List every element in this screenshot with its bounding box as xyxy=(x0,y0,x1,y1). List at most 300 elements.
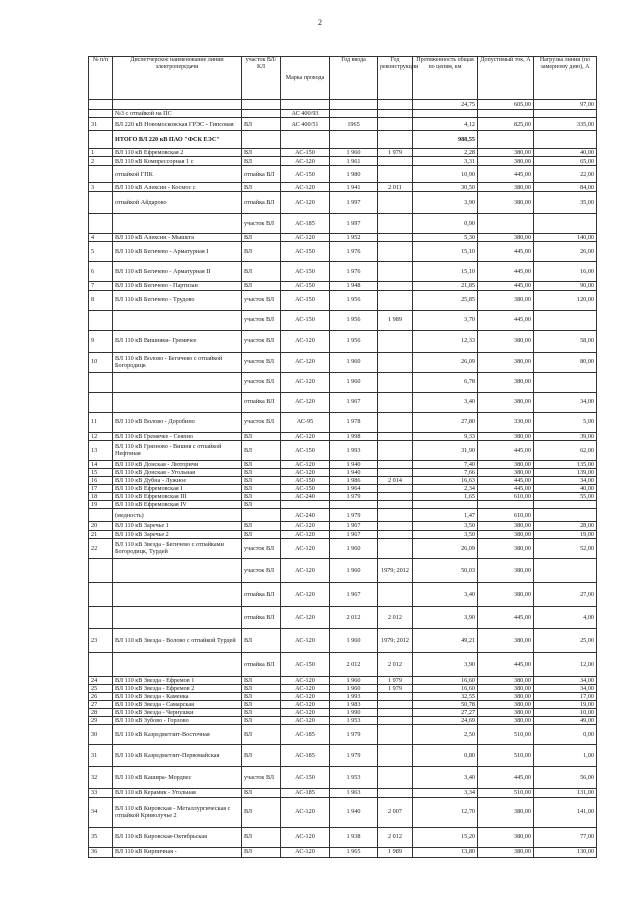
table-cell: 1 953 xyxy=(330,767,378,789)
table-cell: 131,00 xyxy=(534,789,597,797)
table-cell: АС-120 xyxy=(281,606,330,628)
table-cell xyxy=(378,789,413,797)
table-cell: 1,47 xyxy=(413,509,478,522)
table-cell xyxy=(378,392,413,412)
table-row xyxy=(89,392,597,412)
table-cell xyxy=(242,509,281,522)
table-cell: отпайкой ГПК xyxy=(113,166,242,183)
table-cell: ИТОГО ВЛ 220 кВ ПАО "ФСК ЕЭС" xyxy=(113,131,242,149)
table-cell: 50,03 xyxy=(413,558,478,582)
table-cell: отпайка ВЛ xyxy=(242,392,281,412)
table-cell: 16,00 xyxy=(534,262,597,282)
table-cell: 1 948 xyxy=(330,282,378,290)
table-row xyxy=(89,330,597,352)
table-cell: 8 xyxy=(89,290,113,310)
table-cell: АС-150 xyxy=(281,310,330,330)
table-cell: ВЛ xyxy=(242,725,281,745)
table-row xyxy=(89,684,597,692)
table-cell: 1 998 xyxy=(330,432,378,440)
table-cell xyxy=(478,214,534,234)
table-cell: 1 960 xyxy=(330,372,378,392)
table-cell: АС-120 xyxy=(281,372,330,392)
table-cell: 3,90 xyxy=(413,606,478,628)
table-cell xyxy=(242,131,281,149)
table-cell: ВЛ 110 кВ Звезда - Каменка xyxy=(113,692,242,700)
table-cell: участок ВЛ xyxy=(242,290,281,310)
table-cell: 35,00 xyxy=(534,192,597,214)
table-cell: 62,00 xyxy=(534,440,597,460)
table-cell: АС-185 xyxy=(281,214,330,234)
table-cell xyxy=(378,530,413,538)
table-cell: 3,40 xyxy=(413,392,478,412)
table-cell xyxy=(534,558,597,582)
table-cell: 380,00 xyxy=(478,692,534,700)
table-row xyxy=(89,676,597,684)
table-cell: 380,00 xyxy=(478,372,534,392)
table-cell xyxy=(378,501,413,509)
table-cell: ВЛ 110 кВ Казредметзит-Восточная xyxy=(113,725,242,745)
table-row xyxy=(89,797,597,827)
table-cell: 3,40 xyxy=(413,582,478,606)
table-cell: 1965 xyxy=(330,118,378,131)
table-row xyxy=(89,440,597,460)
table-cell: 9,33 xyxy=(413,432,478,440)
table-cell xyxy=(378,432,413,440)
table-cell: 610,00 xyxy=(478,509,534,522)
table-cell: 380,00 xyxy=(478,797,534,827)
table-cell: отпайка ВЛ xyxy=(242,192,281,214)
table-cell: АС-150 xyxy=(281,242,330,262)
table-cell xyxy=(330,100,378,110)
table-cell: 445,00 xyxy=(478,282,534,290)
table-cell: 380,00 xyxy=(478,538,534,558)
table-cell: 380,00 xyxy=(478,558,534,582)
table-cell: ВЛ xyxy=(242,242,281,262)
table-cell: 380,00 xyxy=(478,432,534,440)
table-cell: ВЛ 110 кВ Звезда - Бегичево с отпайками Богородицк, Турдей xyxy=(113,538,242,558)
table-cell: 1 980 xyxy=(330,166,378,183)
table-cell: 380,00 xyxy=(478,709,534,717)
table-cell: 3,90 xyxy=(413,652,478,676)
table-cell: 10,90 xyxy=(413,166,478,183)
table-cell: АС-120 xyxy=(281,530,330,538)
table-row xyxy=(89,522,597,530)
table-cell xyxy=(113,310,242,330)
table-cell: 380,00 xyxy=(478,392,534,412)
table-cell: 31 xyxy=(89,745,113,767)
table-cell: ВЛ 110 кВ Кировская - Металлургическая с отпайкой Криволучье 2 xyxy=(113,797,242,827)
table-cell: ВЛ 110 кВ Ефремовская IV xyxy=(113,501,242,509)
table-cell xyxy=(89,652,113,676)
table-cell: ВЛ 110 кВ Бегичево - Трудово xyxy=(113,290,242,310)
table-cell xyxy=(378,110,413,118)
table-cell: АС-120 xyxy=(281,468,330,476)
table-cell: 2 xyxy=(89,157,113,166)
table-cell: 32 xyxy=(89,767,113,789)
table-row xyxy=(89,282,597,290)
table-row xyxy=(89,157,597,166)
table-cell xyxy=(534,214,597,234)
table-cell: АС-240 xyxy=(281,493,330,501)
table-cell xyxy=(89,166,113,183)
table-cell: ВЛ xyxy=(242,789,281,797)
table-cell: ВЛ 110 кВ Ефремовская III xyxy=(113,493,242,501)
table-row xyxy=(89,110,597,118)
table-cell: 49,00 xyxy=(534,717,597,725)
table-cell: 50,78 xyxy=(413,701,478,709)
table-cell: 1 963 xyxy=(330,789,378,797)
table-cell: 34,00 xyxy=(534,676,597,684)
table-cell: ВЛ 110 кВ Кировская-Октябрьская xyxy=(113,827,242,847)
table-cell: АС-150 xyxy=(281,166,330,183)
table-cell: 610,00 xyxy=(478,493,534,501)
table-cell: 31 xyxy=(89,118,113,131)
table-cell: ВЛ 110 кВ Заречье 1 xyxy=(113,522,242,530)
table-cell: 2 014 xyxy=(378,476,413,484)
table-cell: 26,09 xyxy=(413,538,478,558)
table-cell: 34,00 xyxy=(534,684,597,692)
table-cell: 1 979 xyxy=(330,509,378,522)
table-cell: 380,00 xyxy=(478,522,534,530)
table-cell xyxy=(378,468,413,476)
header-cell: Год реконструкции xyxy=(378,57,413,100)
table-cell: 15 xyxy=(89,468,113,476)
table-row xyxy=(89,789,597,797)
table-cell xyxy=(242,100,281,110)
table-cell: 12,00 xyxy=(534,652,597,676)
table-cell: ВЛ 110 кВ Кирпичная - xyxy=(113,847,242,857)
table-row xyxy=(89,372,597,392)
table-cell: 380,00 xyxy=(478,701,534,709)
table-cell: 0,80 xyxy=(413,745,478,767)
table-cell: 1 961 xyxy=(330,157,378,166)
table-cell: 1 979 xyxy=(378,684,413,692)
table-cell xyxy=(378,522,413,530)
table-row xyxy=(89,538,597,558)
table-cell: 1 960 xyxy=(330,628,378,652)
table-cell: 380,00 xyxy=(478,468,534,476)
table-cell: участок ВЛ xyxy=(242,372,281,392)
table-cell: 16,60 xyxy=(413,676,478,684)
table-cell: 23 xyxy=(89,628,113,652)
table-cell: участок ВЛ xyxy=(242,352,281,372)
table-cell: ВЛ xyxy=(242,118,281,131)
table-cell xyxy=(378,538,413,558)
table-cell: ВЛ xyxy=(242,501,281,509)
table-cell: ВЛ xyxy=(242,149,281,157)
table-cell xyxy=(378,262,413,282)
table-cell: 2 012 xyxy=(378,827,413,847)
table-cell: АС-150 xyxy=(281,767,330,789)
table-row xyxy=(89,652,597,676)
table-cell: 3,70 xyxy=(413,310,478,330)
table-cell: 120,00 xyxy=(534,290,597,310)
table-cell xyxy=(413,110,478,118)
table-cell: ВЛ 110 кВ Звезда - Волово с отпайкой Турдей xyxy=(113,628,242,652)
table-cell: 40,00 xyxy=(534,149,597,157)
table-cell xyxy=(378,282,413,290)
table-cell: АС-120 xyxy=(281,847,330,857)
table-cell: 445,00 xyxy=(478,652,534,676)
table-cell: 1,00 xyxy=(534,745,597,767)
table-cell: АС-120 xyxy=(281,522,330,530)
table-cell: 140,00 xyxy=(534,234,597,242)
table-cell: 2 012 xyxy=(378,652,413,676)
table-cell: отпайка ВЛ xyxy=(242,582,281,606)
header-cell: Протяженность общая по цепям, км xyxy=(413,57,478,100)
table-cell: 445,00 xyxy=(478,262,534,282)
table-row xyxy=(89,468,597,476)
table-cell: АС-150 xyxy=(281,440,330,460)
table-cell: 32,55 xyxy=(413,692,478,700)
table-cell: ВЛ 110 кВ Бегичево - Партизан xyxy=(113,282,242,290)
table-cell: 445,00 xyxy=(478,767,534,789)
table-cell: АС-120 xyxy=(281,157,330,166)
table-cell xyxy=(378,290,413,310)
table-cell xyxy=(330,131,378,149)
table-cell: ВЛ xyxy=(242,745,281,767)
table-cell: 380,00 xyxy=(478,330,534,352)
table-cell: АС-120 xyxy=(281,709,330,717)
table-cell: 1 989 xyxy=(378,310,413,330)
table-cell: ВЛ xyxy=(242,709,281,717)
table-cell: 49,21 xyxy=(413,628,478,652)
table-cell: 2 007 xyxy=(378,797,413,827)
table-row xyxy=(89,352,597,372)
table-cell: 27,27 xyxy=(413,709,478,717)
table-cell: АС-120 xyxy=(281,797,330,827)
table-row xyxy=(89,530,597,538)
table-cell xyxy=(534,509,597,522)
table-cell: 9 xyxy=(89,330,113,352)
table-cell: 27 xyxy=(89,701,113,709)
header-cell: Нагрузка линии (по замерному дню), А xyxy=(534,57,597,100)
table-row xyxy=(89,558,597,582)
table-cell xyxy=(378,372,413,392)
table-row xyxy=(89,183,597,192)
table-cell: ВЛ 110 кВ Кашира- Мордвес xyxy=(113,767,242,789)
table-cell: АС-185 xyxy=(281,745,330,767)
table-row xyxy=(89,827,597,847)
table-cell: 1 940 xyxy=(330,460,378,468)
table-cell: 21 xyxy=(89,530,113,538)
table-cell: 90,00 xyxy=(534,282,597,290)
table-cell: 1 960 xyxy=(330,558,378,582)
table-cell xyxy=(478,110,534,118)
page-number: 2 xyxy=(318,18,322,27)
table-cell: 1979; 2012 xyxy=(378,628,413,652)
table-cell: 15,10 xyxy=(413,262,478,282)
table-cell: 380,00 xyxy=(478,582,534,606)
table-cell: 24 xyxy=(89,676,113,684)
table-cell: 34,00 xyxy=(534,392,597,412)
table-cell xyxy=(330,110,378,118)
table-cell: 1979; 2012 xyxy=(378,558,413,582)
table-cell: 1 979 xyxy=(378,149,413,157)
table-cell: ВЛ xyxy=(242,827,281,847)
table-cell: ВЛ 110 кВ Волово - Бегичево с отпайкой Богородицк xyxy=(113,352,242,372)
table-cell: 25,00 xyxy=(534,628,597,652)
table-cell: 510,00 xyxy=(478,789,534,797)
table-cell: 380,00 xyxy=(478,460,534,468)
table-cell: 12,33 xyxy=(413,330,478,352)
table-cell: ВЛ 110 кВ Волово - Доробино xyxy=(113,412,242,432)
table-cell: ВЛ xyxy=(242,468,281,476)
table-cell: ВЛ 110 кВ Звезда - Чернушки xyxy=(113,709,242,717)
table-cell: 445,00 xyxy=(478,476,534,484)
table-cell: 825,00 xyxy=(478,118,534,131)
table-cell: ВЛ 110 кВ Звезда - Ефремов 2 xyxy=(113,684,242,692)
table-cell: АС-120 xyxy=(281,684,330,692)
table-cell: 20 xyxy=(89,522,113,530)
table-row xyxy=(89,118,597,131)
table-cell xyxy=(113,100,242,110)
table-cell: 380,00 xyxy=(478,183,534,192)
table-cell: 1 967 xyxy=(330,530,378,538)
table-cell: 1 xyxy=(89,149,113,157)
table-cell: 56,00 xyxy=(534,767,597,789)
table-cell: АС-120 xyxy=(281,352,330,372)
table-cell: 380,00 xyxy=(478,628,534,652)
table-cell xyxy=(378,157,413,166)
table-cell: ВЛ 110 кВ Алексин - Мышега xyxy=(113,234,242,242)
table-body xyxy=(89,100,597,858)
table-row xyxy=(89,485,597,493)
table-row xyxy=(89,310,597,330)
table-row xyxy=(89,628,597,652)
table-cell: 17 xyxy=(89,485,113,493)
table-cell: 380,00 xyxy=(478,352,534,372)
table-cell: 3,50 xyxy=(413,522,478,530)
table-cell: 605,00 xyxy=(478,100,534,110)
table-cell: ВЛ xyxy=(242,717,281,725)
table-cell xyxy=(378,717,413,725)
table-cell: АС-95 xyxy=(281,412,330,432)
table-row xyxy=(89,149,597,157)
table-cell: ВЛ 110 кВ Казредметзит-Первомайская xyxy=(113,745,242,767)
table-cell xyxy=(378,493,413,501)
table-cell: 3,31 xyxy=(413,157,478,166)
table-cell xyxy=(534,372,597,392)
table-cell: 330,00 xyxy=(478,412,534,432)
table-cell xyxy=(378,118,413,131)
table-cell xyxy=(330,501,378,509)
table-cell: ВЛ 110 кВ Ефремовская 2 xyxy=(113,149,242,157)
table-cell: 1 956 xyxy=(330,310,378,330)
table-cell: 12,70 xyxy=(413,797,478,827)
table-cell: 18 xyxy=(89,493,113,501)
table-cell: 1 940 xyxy=(330,797,378,827)
table-cell: 14 xyxy=(89,460,113,468)
table-cell: 34 xyxy=(89,797,113,827)
table-cell: (медность) xyxy=(113,509,242,522)
table-row xyxy=(89,701,597,709)
table-cell: 380,00 xyxy=(478,234,534,242)
table-cell: 1 979 xyxy=(330,725,378,745)
table-cell: 84,00 xyxy=(534,183,597,192)
table-cell: 1 993 xyxy=(330,692,378,700)
table-cell: 445,00 xyxy=(478,242,534,262)
table-cell: 19,00 xyxy=(534,701,597,709)
table-cell: ВЛ xyxy=(242,282,281,290)
table-cell: 1 967 xyxy=(330,392,378,412)
table-cell: ВЛ xyxy=(242,628,281,652)
table-row xyxy=(89,847,597,857)
table-cell: 25,85 xyxy=(413,290,478,310)
table-cell: 7,40 xyxy=(413,460,478,468)
table-cell: ВЛ xyxy=(242,847,281,857)
table-cell: 1 976 xyxy=(330,242,378,262)
table-row xyxy=(89,214,597,234)
table-cell: 39,00 xyxy=(534,432,597,440)
table-cell: 5 xyxy=(89,242,113,262)
table-cell xyxy=(89,100,113,110)
table-cell: участок ВЛ xyxy=(242,214,281,234)
table-row xyxy=(89,242,597,262)
table-cell: 2 012 xyxy=(330,606,378,628)
table-cell: 30,50 xyxy=(413,183,478,192)
table-cell xyxy=(89,509,113,522)
table-cell: 1,65 xyxy=(413,493,478,501)
table-cell: 380,00 xyxy=(478,157,534,166)
table-cell: №3 с отпайкой на ПС xyxy=(113,110,242,118)
table-cell: 1 976 xyxy=(330,262,378,282)
table-cell: 3,40 xyxy=(413,767,478,789)
table-row xyxy=(89,100,597,110)
table-cell xyxy=(534,310,597,330)
table-cell: 1 960 xyxy=(330,352,378,372)
table-cell: участок ВЛ xyxy=(242,767,281,789)
table-cell: 1 979 xyxy=(378,676,413,684)
table-cell: ВЛ xyxy=(242,530,281,538)
table-row xyxy=(89,262,597,282)
table-cell xyxy=(113,392,242,412)
table-cell xyxy=(113,582,242,606)
table-row xyxy=(89,412,597,432)
table-cell xyxy=(534,110,597,118)
table-cell: 1 953 xyxy=(330,717,378,725)
table-cell: 1 993 xyxy=(330,440,378,460)
table-cell: 24,69 xyxy=(413,717,478,725)
table-cell xyxy=(378,725,413,745)
table-cell: 97,00 xyxy=(534,100,597,110)
table-cell: 445,00 xyxy=(478,310,534,330)
table-cell xyxy=(534,501,597,509)
table-cell xyxy=(89,606,113,628)
table-cell: 34,00 xyxy=(534,476,597,484)
table-cell: АС-185 xyxy=(281,725,330,745)
table-cell: 139,00 xyxy=(534,468,597,476)
table-cell: 36 xyxy=(89,847,113,857)
header-cell: Марка провода xyxy=(281,57,330,100)
table-cell: 445,00 xyxy=(478,440,534,460)
header-cell: № п/п xyxy=(89,57,113,100)
table-cell: 2,50 xyxy=(413,725,478,745)
table-cell: АС-150 xyxy=(281,282,330,290)
table-cell: ВЛ xyxy=(242,701,281,709)
table-cell: 40,00 xyxy=(534,485,597,493)
table-cell: 52,00 xyxy=(534,538,597,558)
table-cell: ВЛ 110 кВ Донская - Люторичи xyxy=(113,460,242,468)
table-cell: 5,30 xyxy=(413,234,478,242)
table-cell: 26,00 xyxy=(534,242,597,262)
table-cell: АС-120 xyxy=(281,717,330,725)
table-cell: отпайка ВЛ xyxy=(242,166,281,183)
table-cell: 10,00 xyxy=(534,709,597,717)
table-cell: 28,00 xyxy=(534,522,597,530)
table-cell: 31,90 xyxy=(413,440,478,460)
table-cell: 2 011 xyxy=(378,183,413,192)
